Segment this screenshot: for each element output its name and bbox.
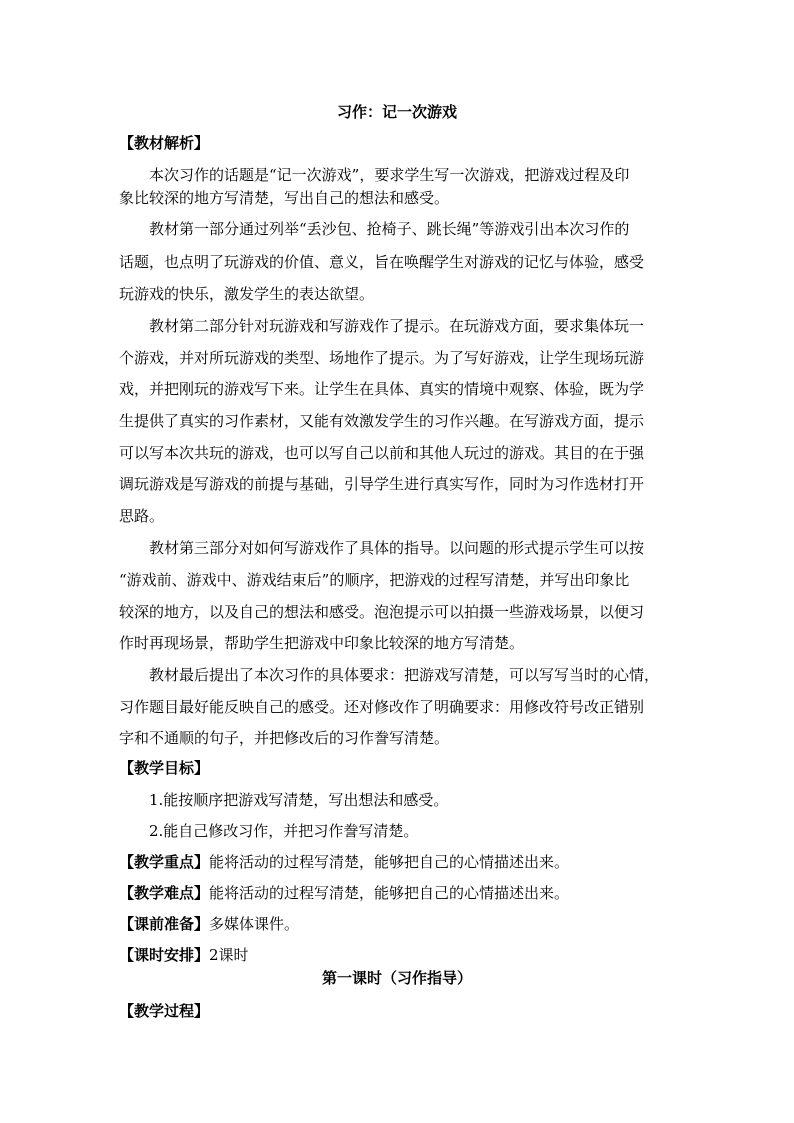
key-point-text: 能将活动的过程写清楚，能够把自己的心情描述出来。	[209, 853, 570, 871]
heading-process: 【教学过程】	[119, 1002, 210, 1020]
para-3-line-7: 思路。	[119, 507, 165, 525]
difficulty-row	[119, 882, 679, 904]
preparation-text: 多媒体课件。	[209, 915, 300, 933]
para-4-line-3: 较深的地方，以及自己的想法和感受。泡泡提示可以拍摄一些游戏场景，以便习	[119, 603, 645, 621]
para-4-line-1: 教材第三部分对如何写游戏作了具体的指导。以问题的形式提示学生可以按	[149, 539, 645, 557]
para-2-line-1: 教材第一部分通过列举“丢沙包、抢椅子、跳长绳”等游戏引出本次习作的	[149, 220, 630, 238]
para-3-line-5: 可以写本次共玩的游戏，也可以写自己以前和其他人玩过的游戏。其目的在于强	[119, 444, 645, 462]
para-3-line-1: 教材第二部分针对玩游戏和写游戏作了提示。在玩游戏方面，要求集体玩一	[149, 317, 645, 335]
difficulty-text: 能将活动的过程写清楚，能够把自己的心情描述出来。	[209, 884, 570, 902]
para-5-line-3: 字和不通顺的句子，并把修改后的习作誊写清楚。	[119, 729, 450, 747]
para-5-line-2: 习作题目最好能反映自己的感受。还对修改作了明确要求：用修改符号改正错别	[119, 698, 645, 716]
preparation-label: 【课前准备】	[119, 915, 210, 933]
goal-item-1: 1.能按顺序把游戏写清楚，写出想法和感受。	[149, 791, 449, 809]
para-2-line-3: 玩游戏的快乐，激发学生的表达欲望。	[119, 285, 375, 303]
para-2-line-2: 话题，也点明了玩游戏的价值、意义，旨在唤醒学生对游戏的记忆与体验，感受	[119, 253, 645, 271]
para-3-line-4: 生提供了真实的习作素材，又能有效激发学生的习作兴趣。在写游戏方面，提示	[119, 412, 645, 430]
para-3-line-3: 戏，并把刚玩的游戏写下来。让学生在具体、真实的情境中观察、体验，既为学	[119, 380, 645, 398]
preparation-row	[119, 913, 679, 935]
key-point-label: 【教学重点】	[119, 853, 210, 871]
para-4-line-4: 作时再现场景，帮助学生把游戏中印象比较深的地方写清楚。	[119, 634, 525, 652]
heading-analysis: 【教材解析】	[119, 134, 210, 152]
lesson-subtitle: 第一课时（习作指导）	[321, 969, 472, 987]
para-5-line-1: 教材最后提出了本次习作的具体要求：把游戏写清楚，可以写写当时的心情，	[149, 666, 660, 684]
para-1-line-2: 象比较深的地方写清楚，写出自己的想法和感受。	[119, 189, 450, 207]
heading-goals: 【教学目标】	[119, 759, 210, 777]
goal-item-2: 2.能自己修改习作，并把习作誊写清楚。	[149, 822, 419, 840]
schedule-text: 2课时	[209, 946, 249, 964]
para-3-line-6: 调玩游戏是写游戏的前提与基础，引导学生进行真实写作，同时为习作选材打开	[119, 475, 645, 493]
para-3-line-2: 个游戏，并对所玩游戏的类型、场地作了提示。为了写好游戏，让学生现场玩游	[119, 349, 645, 367]
difficulty-label: 【教学难点】	[119, 884, 210, 902]
key-point-row	[119, 851, 679, 873]
schedule-label: 【课时安排】	[119, 946, 210, 964]
para-1-line-1: 本次习作的话题是“记一次游戏”，要求学生写一次游戏，把游戏过程及印	[149, 166, 630, 184]
para-4-line-2: “游戏前、游戏中、游戏结束后”的顺序，把游戏的过程写清楚，并写出印象比	[119, 571, 630, 589]
schedule-row	[119, 944, 679, 966]
page-title: 习作：记一次游戏	[336, 103, 457, 121]
